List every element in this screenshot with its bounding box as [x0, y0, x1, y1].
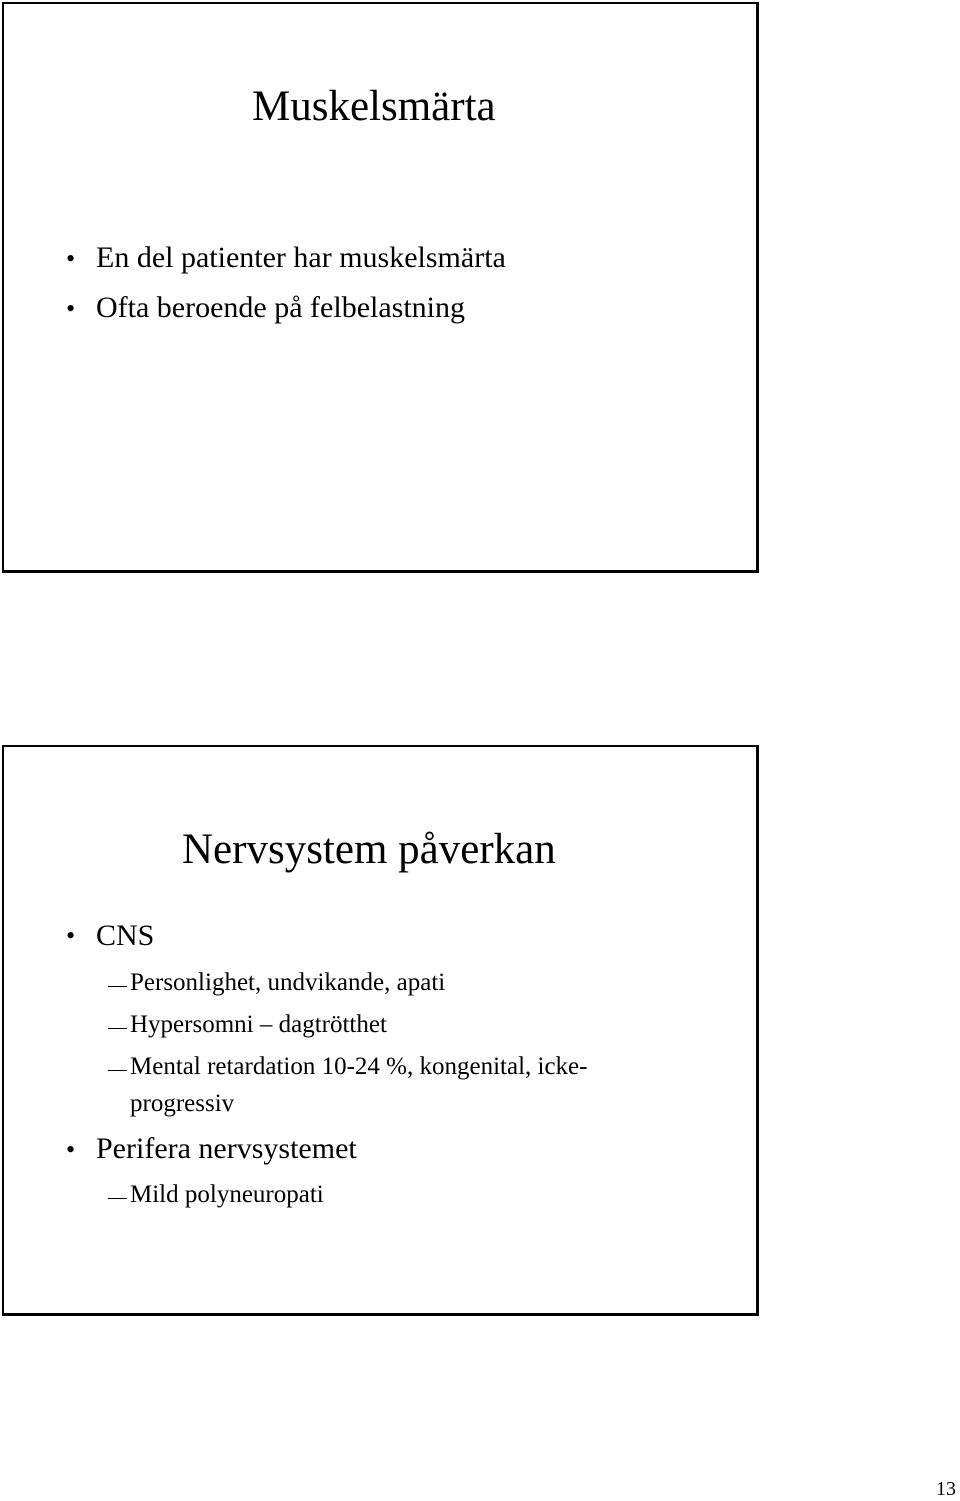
sub-bullet-text: Hypersomni – dagtrötthet: [130, 1011, 387, 1038]
bullet-icon: •: [66, 294, 76, 323]
bullet-text: Ofta beroende på felbelastning: [96, 291, 466, 324]
slide-nervsystem: [2, 745, 759, 1316]
slide-title: Nervsystem påverkan: [182, 826, 556, 873]
slide-title: Muskelsmärta: [252, 83, 496, 130]
dash-icon: [108, 986, 127, 987]
bullet-text: Perifera nervsystemet: [96, 1132, 357, 1165]
sub-bullet-text: Mild polyneuropati: [130, 1181, 324, 1208]
slide-muskelsmarta: [2, 2, 759, 573]
sub-bullet-text: Personlighet, undvikande, apati: [130, 969, 446, 996]
bullet-icon: •: [66, 1135, 76, 1164]
sub-bullet-text-continued: progressiv: [130, 1090, 235, 1117]
dash-icon: [108, 1198, 127, 1199]
bullet-text: CNS: [96, 919, 155, 952]
sub-bullet-text: Mental retardation 10-24 %, kongenital, icke-: [130, 1053, 588, 1080]
dash-icon: [108, 1028, 127, 1029]
dash-icon: [108, 1070, 127, 1071]
bullet-text: En del patienter har muskelsmärta: [96, 241, 506, 274]
page-number: 13: [936, 1478, 956, 1500]
bullet-icon: •: [66, 921, 76, 950]
bullet-icon: •: [66, 244, 76, 273]
